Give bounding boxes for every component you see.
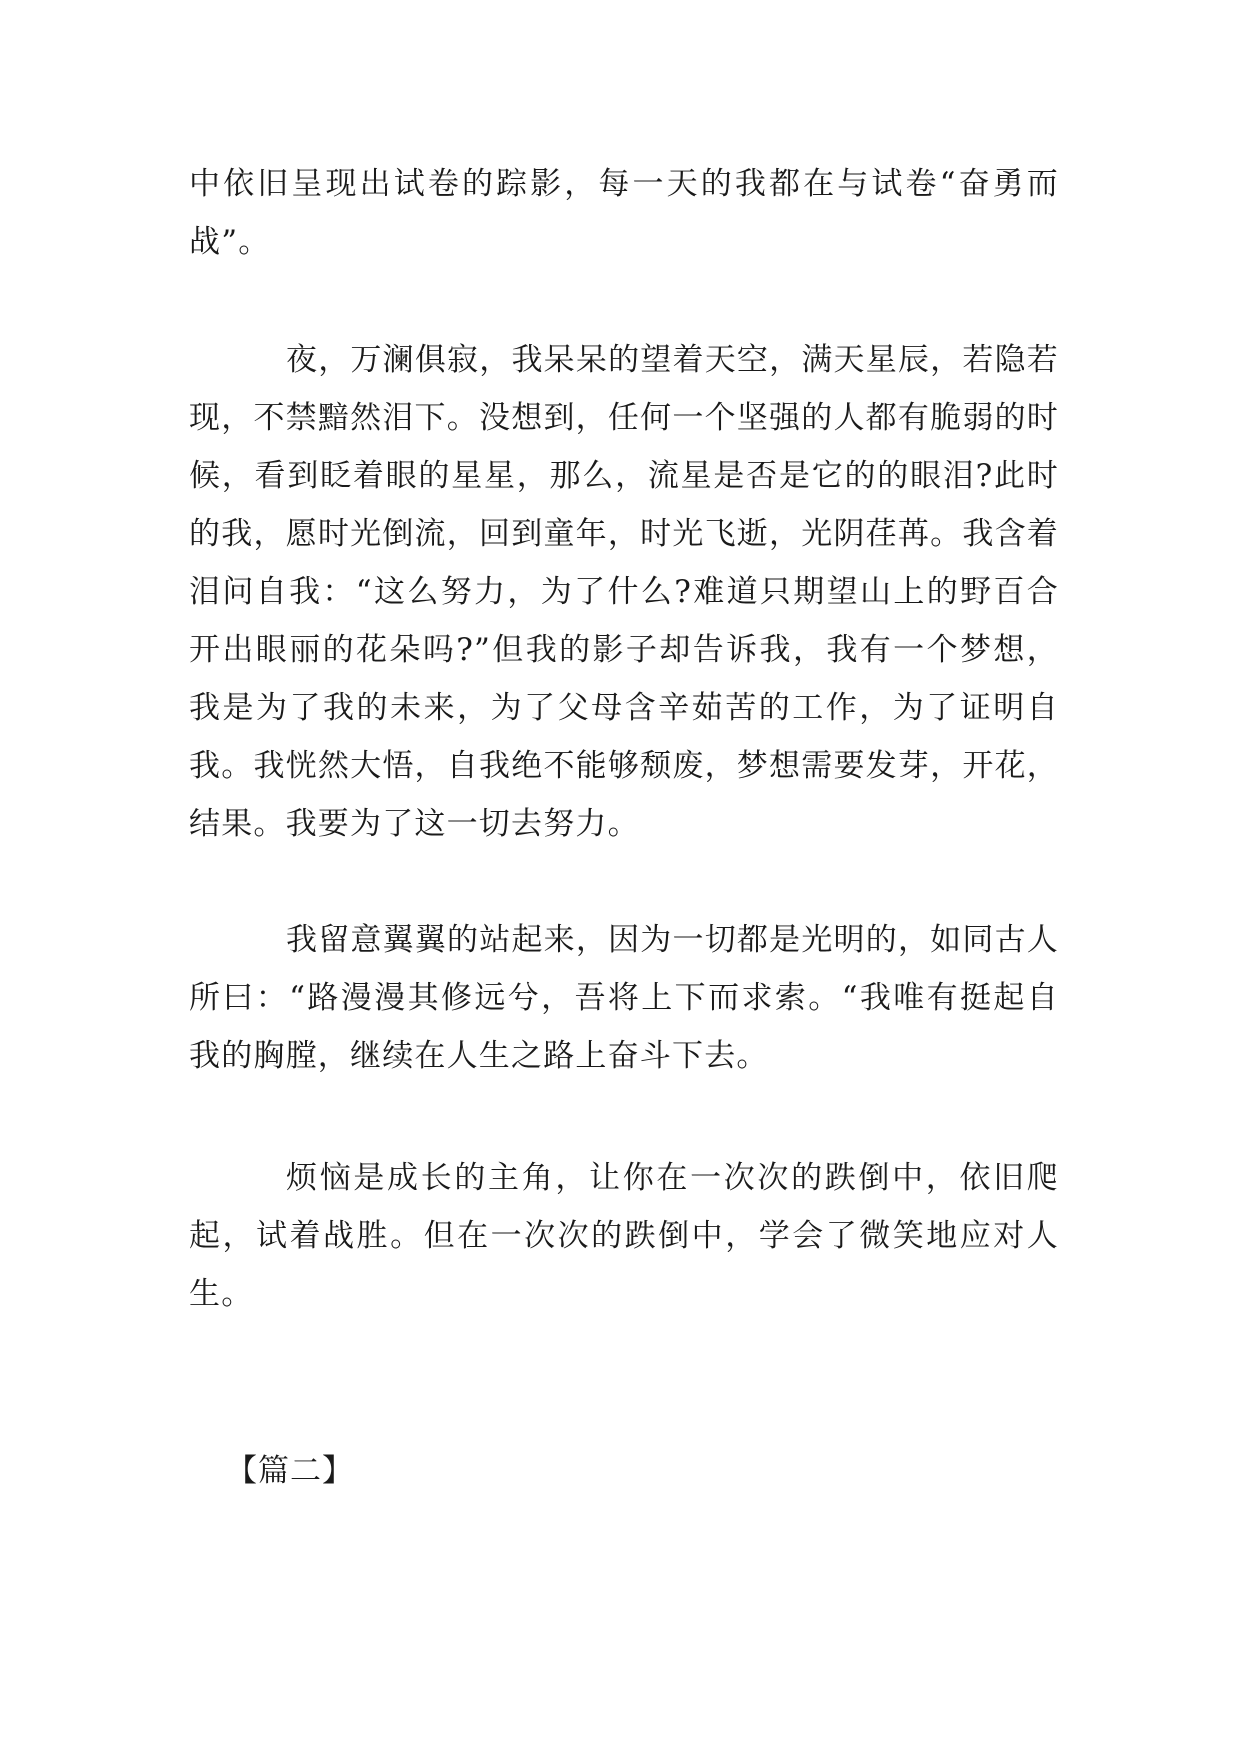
paragraph-stand-up: 我留意翼翼的站起来，因为一切都是光明的，如同古人所曰：“路漫漫其修远兮，吾将上下而求索。“我唯有挺起自我的胸膛，继续在人生之路上奋斗下去。 [189,922,1059,1074]
paragraph-continuation: 中依旧呈现出试卷的踪影，每一天的我都在与试卷“奋勇而战”。 [189,166,1059,260]
section-heading: 【篇二】 [226,1453,354,1489]
paragraph-night: 夜，万澜俱寂，我呆呆的望着天空，满天星辰，若隐若现，不禁黯然泪下。没想到，任何一个坚强的人都有脆弱的时候，看到眨着眼的星星，那么，流星是否是它的的眼泪?此时的我，愿时光倒流，回到童年，时光飞逝，光阴荏苒。我含着泪问自我：“这么努力，为了什么?难道只期望山上的野百合开出眼丽的花朵吗?”但我的影子却告诉我，我有一个梦想，我是为了我的未来，为了父母含辛茹苦的工作，为了证明自我。我恍然大悟，自我绝不能够颓废，梦想需要发芽，开花，结果。我要为了这一切去努力。 [189,342,1059,842]
paragraph-growth: 烦恼是成长的主角，让你在一次次的跌倒中，依旧爬起，试着战胜。但在一次次的跌倒中，学会了微笑地应对人生。 [189,1160,1059,1312]
